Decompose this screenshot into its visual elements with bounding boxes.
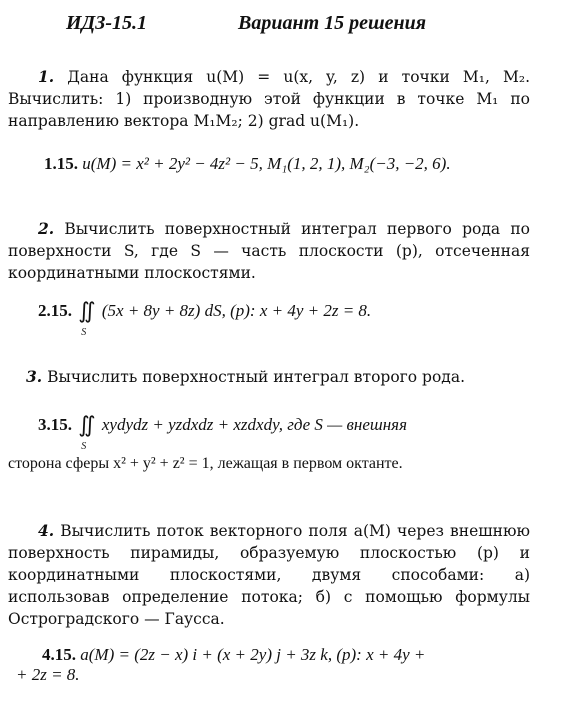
task-1-variant: [8, 153, 538, 175]
task-3-formula-cont: сторона сферы x² + y² + z² = 1, лежащая в первом октанте.: [8, 455, 403, 472]
double-integral-symbol: ∬ S: [78, 300, 95, 322]
task-4-formula: a(M) = (2z − x) i + (x + 2y) j + 3z k, (p): x + 4y +: [80, 645, 426, 664]
task-2-formula: (5x + 8y + 8z) dS, (p): x + 4y + 2z = 8.: [101, 301, 372, 320]
task-3-number: 3.: [26, 367, 43, 386]
double-integral-symbol: ∬ S: [78, 414, 95, 436]
task-4-text: Вычислить поток векторного поля a(M) через внешнюю поверхность пирамиды, образуемую плоскостью (p) и координатными плоскостями, двумя способами: а) использовав определение потока; б) с помощью формулы Остроградского — Гаусса.: [8, 522, 530, 628]
task-2-text: Вычислить поверхностный интеграл первого рода по поверхности S, где S — часть плоскости (p), отсеченная координатными плоскостями.: [8, 220, 530, 282]
task-1-variant-number: 1.15.: [44, 154, 78, 173]
task-3-variant: [8, 412, 538, 452]
task-2-variant-number: 2.15.: [38, 301, 72, 320]
task-4-number: 4.: [38, 521, 55, 540]
variant-title: Вариант 15 решения: [238, 12, 427, 34]
task-3-variant-cont: [8, 452, 530, 475]
task-2-statement: [8, 218, 530, 284]
task-3-statement: [8, 366, 530, 388]
task-4-variant: [8, 644, 538, 666]
doc-title: ИДЗ-15.1: [66, 12, 148, 34]
task-1-number: 1.: [38, 67, 55, 86]
task-3-variant-number: 3.15.: [38, 415, 72, 434]
integral-subscript: S: [81, 441, 87, 452]
task-3-text: Вычислить поверхностный интеграл второго рода.: [47, 368, 465, 386]
task-4-formula-cont: + 2z = 8.: [16, 665, 80, 684]
task-4-statement: [8, 520, 530, 630]
task-1-text: Дана функция u(M) = u(x, y, z) и точки M₁, M₂. Вычислить: 1) производную этой функции в точке M₁ по направлению вектора M₁M₂; 2) grad u(M₁).: [8, 68, 531, 130]
task-4-variant-cont: [8, 664, 538, 686]
task-2-variant: [8, 298, 538, 338]
task-4-variant-number: 4.15.: [42, 645, 76, 664]
task-3-formula: xydydz + yzdxdz + xzdxdy, где S — внешняя: [101, 415, 407, 434]
task-2-number: 2.: [38, 219, 55, 238]
task-1-statement: [8, 66, 530, 132]
task-1-formula: u(M) = x² + 2y² − 4z² − 5, M₁(1, 2, 1), M₂(−3, −2, 6).: [82, 154, 451, 173]
integral-subscript: S: [81, 327, 87, 338]
